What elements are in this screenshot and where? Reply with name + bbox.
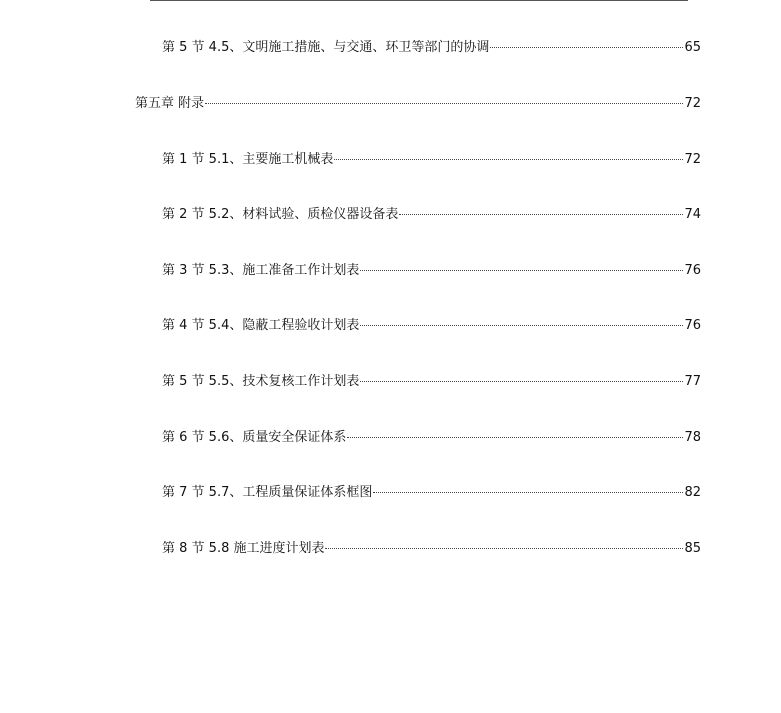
toc-entry-label: 第 6 节 5.6、质量安全保证体系 <box>162 430 347 445</box>
toc-entry-page: 72 <box>684 152 701 167</box>
toc-entry-page: 74 <box>684 207 701 222</box>
toc-leader-dots <box>360 270 683 271</box>
toc-entry-label: 第 5 节 4.5、文明施工措施、与交通、环卫等部门的协调 <box>162 40 490 55</box>
toc-leader-dots <box>334 159 683 160</box>
toc-entry[interactable] <box>162 152 701 168</box>
header-rule <box>150 0 688 1</box>
toc-entry-page: 65 <box>684 40 701 55</box>
toc-entry-label: 第五章 附录 <box>135 96 205 111</box>
toc-leader-dots <box>205 103 683 104</box>
toc-entry-page: 76 <box>684 318 701 333</box>
toc-entry[interactable] <box>162 207 701 223</box>
toc-entry[interactable] <box>162 485 701 501</box>
toc-entry-page: 78 <box>684 430 701 445</box>
toc-entry-page: 72 <box>684 96 701 111</box>
toc-leader-dots <box>399 214 683 215</box>
toc-leader-dots <box>360 381 683 382</box>
toc-entry[interactable] <box>162 374 701 390</box>
toc-leader-dots <box>373 492 683 493</box>
toc-leader-dots <box>360 325 683 326</box>
toc-leader-dots <box>490 47 683 48</box>
toc-entry-label: 第 2 节 5.2、材料试验、质检仪器设备表 <box>162 207 399 222</box>
toc-entry[interactable] <box>162 430 701 446</box>
toc-entry-page: 76 <box>684 263 701 278</box>
toc-entry-label: 第 4 节 5.4、隐蔽工程验收计划表 <box>162 318 360 333</box>
toc-entry-page: 77 <box>684 374 701 389</box>
toc-entry-page: 85 <box>684 541 701 556</box>
toc-entry-label: 第 5 节 5.5、技术复核工作计划表 <box>162 374 360 389</box>
toc-entry[interactable] <box>162 263 701 279</box>
toc-entry-label: 第 1 节 5.1、主要施工机械表 <box>162 152 334 167</box>
toc-entry[interactable] <box>162 541 701 557</box>
toc-entry[interactable] <box>162 318 701 334</box>
toc-entry[interactable] <box>162 40 701 56</box>
toc-leader-dots <box>325 548 683 549</box>
toc-entry-page: 82 <box>684 485 701 500</box>
toc-entry-label: 第 7 节 5.7、工程质量保证体系框图 <box>162 485 373 500</box>
toc-entry[interactable] <box>135 96 701 112</box>
toc-entry-label: 第 3 节 5.3、施工准备工作计划表 <box>162 263 360 278</box>
toc-leader-dots <box>347 437 683 438</box>
toc-entry-label: 第 8 节 5.8 施工进度计划表 <box>162 541 325 556</box>
